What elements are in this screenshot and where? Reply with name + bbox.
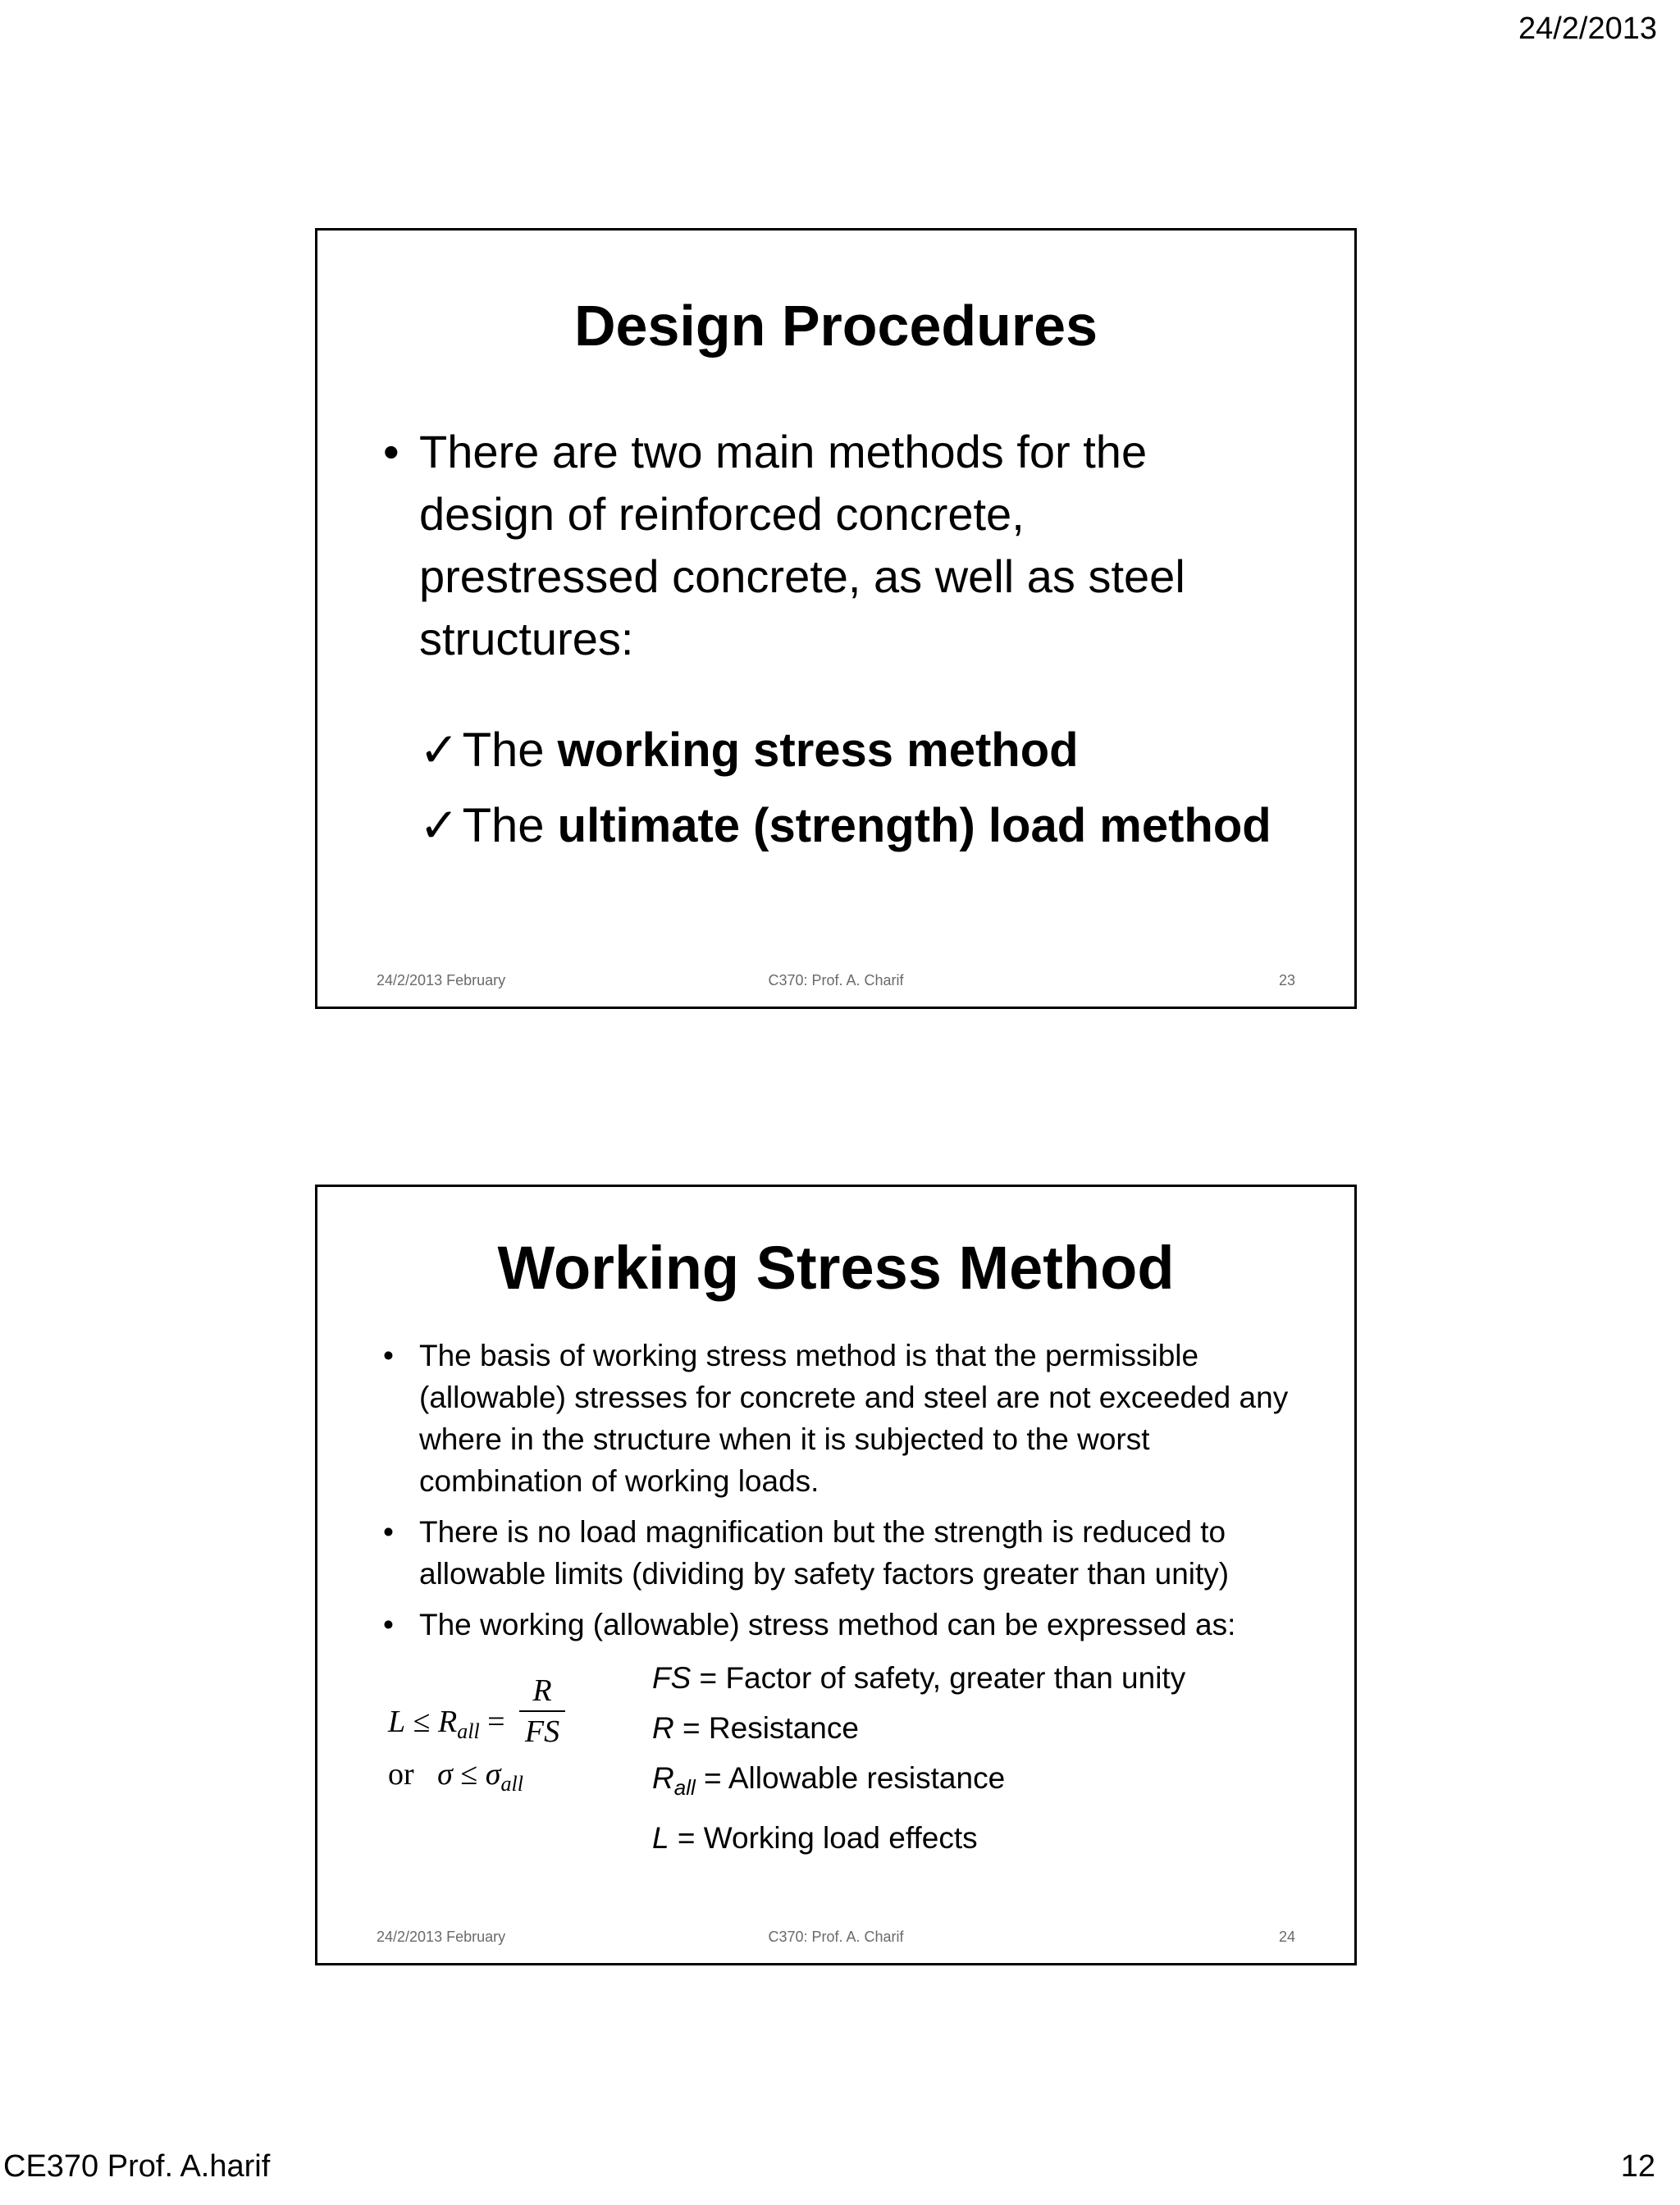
formula-line-stress: or $\sigma \le \sigma_{all}$	[388, 1757, 523, 1796]
check-method: working stress method	[557, 724, 1079, 777]
definition-item: L = Working load effects	[652, 1821, 978, 1855]
formula-fraction	[519, 1673, 565, 1750]
definition-item: R = Resistance	[652, 1711, 859, 1745]
check-prefix: The	[462, 799, 558, 852]
definition-item: $R_{all}$ = Allowable resistance	[652, 1761, 1006, 1800]
definition-item: FS = Factor of safety, greater than unity	[652, 1661, 1186, 1695]
slide-title: Working Stress Method	[497, 1234, 1175, 1302]
slide-footer-number: 24	[1278, 1929, 1295, 1945]
bullet-text: There is no load magnification but the strength is reduced to allowable limits (dividing by safety factors greater than unity)	[419, 1515, 1230, 1591]
bullet-item	[383, 421, 1236, 670]
page-date: 24/2/2013	[1518, 11, 1657, 46]
page-footer-course: CE370 Prof. A.harif	[3, 2149, 271, 2184]
bullet-item	[383, 1335, 1318, 1502]
bullet-item	[383, 1511, 1318, 1595]
formula-line-load: $L \le R_{all}$ =	[388, 1705, 505, 1743]
slide-design-procedures	[315, 228, 1357, 1009]
bullet-item	[383, 1604, 1318, 1646]
page-number: 12	[1620, 2149, 1655, 2184]
slide-footer-date: 24/2/2013 February	[377, 972, 506, 988]
bullet-text: The basis of working stress method is that the permissible (allowable) stresses for concrete and steel are not exceeded any where in the structure when it is subjected to the worst combination of working loads.	[419, 1339, 1289, 1498]
fraction-numerator: R	[532, 1673, 552, 1708]
checkmark-icon: ✓	[419, 724, 459, 777]
check-item	[419, 713, 1271, 788]
slide-working-stress-method	[315, 1185, 1357, 1965]
bullet-list	[383, 421, 1236, 670]
definition-list	[652, 1653, 1185, 1863]
bullet-list	[383, 1335, 1318, 1655]
bullet-icon: •	[383, 1339, 394, 1372]
slide-footer-date: 24/2/2013 February	[377, 1929, 506, 1945]
slide-footer-course: C370: Prof. A. Charif	[768, 1929, 904, 1945]
check-prefix: The	[462, 724, 558, 777]
formula	[388, 1673, 585, 1796]
checkmark-icon: ✓	[419, 799, 459, 852]
bullet-icon: •	[383, 1608, 394, 1641]
bullet-text: The working (allowable) stress method can be expressed as:	[419, 1608, 1236, 1641]
slide-footer	[317, 1929, 1354, 1948]
slide-footer	[317, 972, 1354, 992]
check-item	[419, 788, 1271, 864]
slide-footer-number: 23	[1278, 972, 1295, 988]
slide-title: Design Procedures	[574, 294, 1098, 358]
bullet-text: There are two main methods for the design of reinforced concrete, prestressed concrete, as well as steel structures:	[419, 426, 1185, 664]
fraction-bar	[519, 1710, 565, 1712]
fraction-denominator: FS	[524, 1714, 560, 1749]
check-list	[419, 713, 1271, 864]
bullet-icon: •	[383, 1515, 394, 1549]
slide-footer-course: C370: Prof. A. Charif	[768, 972, 904, 988]
bullet-icon: •	[383, 426, 399, 477]
check-method: ultimate (strength) load method	[557, 799, 1271, 852]
